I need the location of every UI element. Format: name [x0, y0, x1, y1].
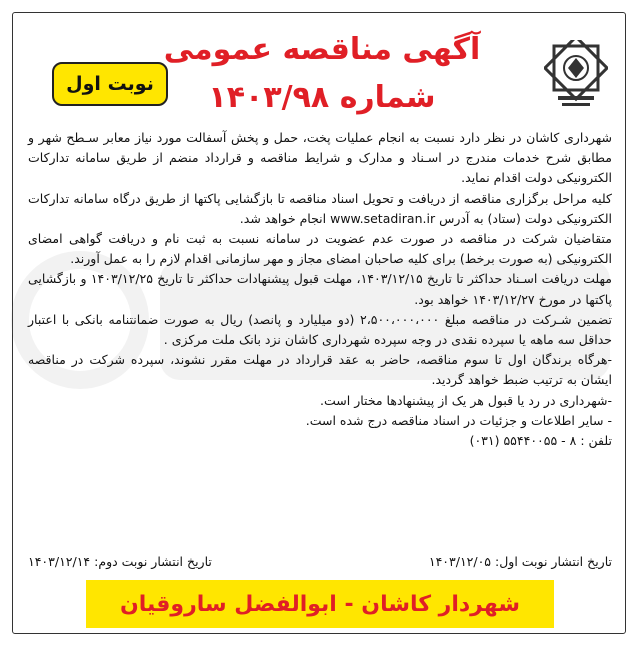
publication-dates: [28, 554, 612, 569]
paragraph-procedure: کلیه مراحل برگزاری مناقصه از دریافت و تحویل اسناد مناقصه تا بازگشایی پاکتها از طریق درگاه سامانه تدارکات الکترونیکی دولت (ستاد) به آدرس www.setadiran.ir انجام خواهد شد.: [28, 190, 612, 226]
notice-title: آگهی مناقصه عمومی: [163, 32, 481, 67]
paragraph-intro: شهرداری کاشان در نظر دارد نسبت به انجام عملیات پخت، حمل و پخش آسفالت مورد نیاز معابر سـطح شهر و مطابق شرح خدمات مندرج در اسـناد و مدارک و شرایط مناقصه و قرارداد منضم از طریق سامانه تدارکات الکترونیکی دولت اقدام نماید.: [28, 130, 612, 186]
paragraph-details: - سایر اطلاعات و جزئیات در اسناد مناقصه درج شده است.: [305, 412, 612, 428]
paragraph-phone: تلفن : ۸ - ۵۵۴۴۰۰۵۵ (۰۳۱): [469, 433, 612, 449]
paragraph-registration: متقاضیان شرکت در مناقصه در صورت عدم عضویت در سامانه نسبت به ثبت نام و دریافت گواهی امضای الکترونیکی (به صورت برخط) برای کلیه صاحبان امضای مجاز و مهر سازمانی اقدام لازم را به عمل آورند.: [28, 231, 612, 267]
paragraph-deadlines: مهلت دریافت اسـناد حداکثر تا تاریخ ۱۴۰۳/۱۲/۱۵، مهلت قبول پیشنهادات حداکثر تا تاریخ ۱۴۰۳/۱۲/۲۵ و بازگشایی پاکتها در مورخ ۱۴۰۳/۱۲/۲۷ خواهد بود.: [28, 271, 612, 307]
paragraph-forfeit: -هرگاه برندگان اول تا سوم مناقصه، حاضر به عقد قرارداد در مهلت مقرر نشوند، سپرده شرکت در مناقصه ایشان به ترتیب ضبط خواهد گردید.: [28, 352, 612, 388]
notice-number: شماره ۱۴۰۳/۹۸: [208, 80, 436, 115]
kashan-municipality-logo-icon: [544, 40, 608, 110]
round-badge: نوبت اول: [52, 62, 168, 106]
footer-signature: شهردار کاشان - ابوالفضل ساروقیان: [86, 580, 554, 628]
notice-header: [12, 12, 626, 124]
first-publication-date: تاریخ انتشار نوبت اول: ۱۴۰۳/۱۲/۰۵: [428, 554, 612, 569]
paragraph-guarantee: تضمین شـرکت در مناقصه مبلغ ۲،۵۰۰،۰۰۰،۰۰۰ (دو میلیارد و پانصد) ریال به صورت ضمانتنامه بانکی با اعتبار حداقل سه ماهه یا سپرده نقدی در وجه سپرده شهرداری کاشان نزد بانک ملت مرکزی .: [28, 311, 612, 348]
paragraph-discretion: -شهرداری در رد یا قبول هر یک از پیشنهادها مختار است.: [320, 392, 612, 408]
notice-body: [28, 128, 612, 451]
second-publication-date: تاریخ انتشار نوبت دوم: ۱۴۰۳/۱۲/۱۴: [28, 554, 212, 569]
